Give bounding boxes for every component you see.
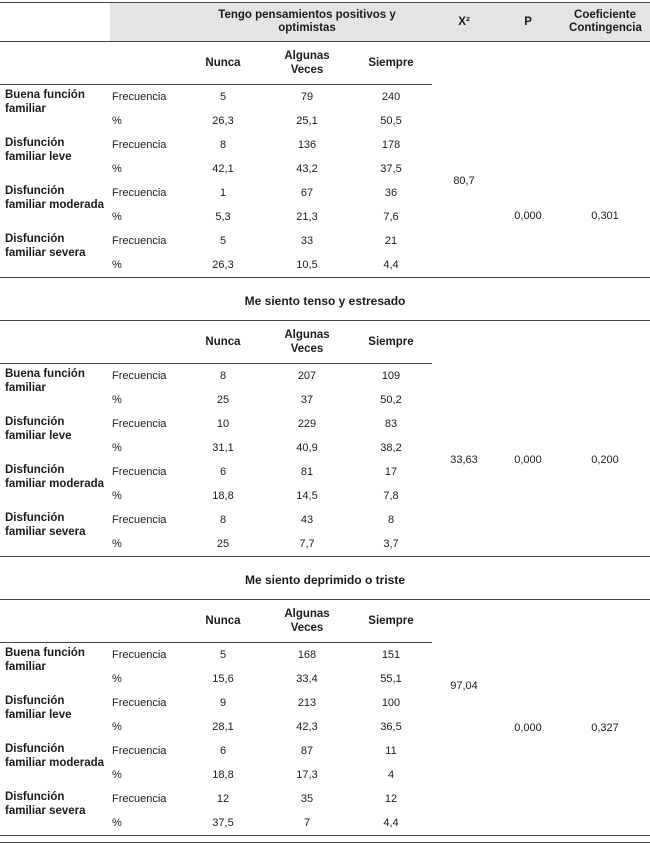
heads-spacer (496, 600, 560, 643)
measure-label: Frecuencia (112, 649, 167, 661)
header-band (0, 3, 650, 42)
row-label: Disfunción familiar moderada (5, 464, 105, 490)
value-cell: 7,7 (299, 538, 315, 550)
measure-label: Frecuencia (112, 466, 167, 478)
value-cell: 67 (300, 187, 314, 199)
table-question (182, 3, 432, 42)
value-cell: 50,5 (380, 115, 402, 127)
row-label: Disfunción familiar moderada (5, 743, 105, 769)
value-cell: 37 (300, 394, 314, 406)
value-cell: 168 (297, 649, 317, 661)
value-cell: 43 (300, 514, 314, 526)
measure-label: Frecuencia (112, 235, 167, 247)
heads-spacer (0, 321, 110, 364)
value-cell: 100 (381, 697, 401, 709)
value-cell: 37,5 (212, 817, 234, 829)
table-question-text: Tengo pensamientos positivos y optimistas (218, 9, 396, 34)
value-cell: 12 (384, 793, 398, 805)
table-question: Me siento deprimido o triste (244, 573, 406, 587)
value-cell: 7,6 (383, 211, 399, 223)
contingency-coefficient-cell (560, 85, 650, 278)
column-head-algunas-veces (264, 321, 350, 364)
heads-spacer (432, 600, 496, 643)
value-cell: 8 (219, 514, 227, 526)
value-cell: 43,2 (296, 163, 318, 175)
value-cell: 28,1 (212, 721, 234, 733)
contingency-coefficient-value: 0,200 (591, 453, 619, 466)
table-question: Me siento tenso y estresado (244, 294, 406, 308)
chi-square-value: 97,04 (450, 679, 478, 692)
row-label: Buena función familiar (5, 368, 85, 394)
heads-spacer (432, 321, 496, 364)
p-value: 0,000 (514, 721, 542, 734)
row-label: Disfunción familiar moderada (5, 185, 105, 211)
value-cell: 33,4 (296, 673, 318, 685)
heads-spacer (496, 42, 560, 85)
contingency-coefficient-value: 0,327 (591, 721, 619, 734)
row-label: Disfunción familiar severa (5, 791, 86, 817)
value-cell: 31,1 (212, 442, 234, 454)
chi-square-header: X² (432, 3, 496, 42)
value-cell: 18,8 (212, 769, 234, 781)
table-row (0, 364, 650, 389)
p-cell (496, 364, 560, 557)
measure-label: % (112, 817, 122, 829)
column-head-nunca: Nunca (182, 42, 264, 85)
contingency-coefficient-header-text: Coeficiente Contingencia (569, 9, 642, 34)
value-cell: 207 (297, 370, 317, 382)
measure-label: % (112, 259, 122, 271)
row-label: Disfunción familiar leve (5, 416, 72, 442)
heads-spacer (0, 600, 110, 643)
measure-label: Frecuencia (112, 418, 167, 430)
measure-label: Frecuencia (112, 514, 167, 526)
column-head-siempre: Siempre (350, 321, 432, 364)
measure-label: Frecuencia (112, 139, 167, 151)
heads-spacer (110, 600, 182, 643)
value-cell: 14,5 (296, 490, 318, 502)
value-cell: 8 (387, 514, 395, 526)
column-heads-row (0, 321, 650, 364)
value-cell: 15,6 (212, 673, 234, 685)
chi-square-cell (432, 364, 496, 557)
measure-label: % (112, 673, 122, 685)
value-cell: 37,5 (380, 163, 402, 175)
heads-spacer (496, 321, 560, 364)
value-cell: 4,4 (383, 817, 399, 829)
p-value: 0,000 (514, 453, 542, 466)
heads-spacer (560, 600, 650, 643)
value-cell: 10 (216, 418, 230, 430)
column-head-algunas-veces (264, 600, 350, 643)
column-head-algunas-veces-text: Algunas Veces (284, 608, 330, 634)
band-spacer (0, 3, 110, 42)
value-cell: 4 (387, 769, 395, 781)
value-cell: 5 (219, 649, 227, 661)
measure-label: % (112, 442, 122, 454)
chi-square-cell (432, 85, 496, 278)
column-heads-row (0, 42, 650, 85)
p-value: 0,000 (514, 209, 542, 222)
value-cell: 11 (385, 745, 397, 757)
heads-spacer (110, 42, 182, 85)
value-cell: 21 (384, 235, 398, 247)
value-cell: 7,8 (383, 490, 399, 502)
measure-label: % (112, 721, 122, 733)
value-cell: 42,1 (212, 163, 234, 175)
p-header: P (496, 3, 560, 42)
value-cell: 109 (381, 370, 401, 382)
value-cell: 21,3 (296, 211, 318, 223)
value-cell: 81 (300, 466, 314, 478)
measure-label: Frecuencia (112, 697, 167, 709)
value-cell: 213 (297, 697, 317, 709)
row-label: Disfunción familiar severa (5, 512, 86, 538)
chi-square-value: 80,7 (453, 174, 475, 187)
measure-label: Frecuencia (112, 793, 167, 805)
value-cell: 33 (300, 235, 314, 247)
column-head-siempre: Siempre (350, 42, 432, 85)
measure-label: % (112, 490, 122, 502)
heads-spacer (560, 321, 650, 364)
column-head-nunca: Nunca (182, 600, 264, 643)
value-cell: 25,1 (296, 115, 318, 127)
value-cell: 10,5 (296, 259, 318, 271)
value-cell: 38,2 (380, 442, 402, 454)
measure-label: % (112, 115, 122, 127)
column-head-algunas-veces (264, 42, 350, 85)
value-cell: 3,7 (383, 538, 399, 550)
value-cell: 6 (219, 466, 227, 478)
contingency-coefficient-cell (560, 643, 650, 836)
value-cell: 36,5 (380, 721, 402, 733)
table-row (0, 643, 650, 668)
value-cell: 42,3 (296, 721, 318, 733)
measure-label: Frecuencia (112, 745, 167, 757)
heads-spacer (110, 321, 182, 364)
heads-spacer (560, 42, 650, 85)
value-cell: 240 (381, 91, 401, 103)
measure-label: % (112, 769, 122, 781)
value-cell: 36 (384, 187, 398, 199)
p-cell (496, 85, 560, 278)
value-cell: 8 (219, 139, 227, 151)
contingency-coefficient-header (560, 3, 650, 42)
value-cell: 151 (381, 649, 401, 661)
value-cell: 50,2 (380, 394, 402, 406)
row-label: Disfunción familiar leve (5, 695, 72, 721)
value-cell: 9 (219, 697, 227, 709)
value-cell: 5 (219, 235, 227, 247)
table-depressed-sad (0, 599, 650, 836)
value-cell: 5 (219, 91, 227, 103)
heads-spacer (432, 42, 496, 85)
value-cell: 79 (300, 91, 314, 103)
value-cell: 17,3 (296, 769, 318, 781)
measure-label: % (112, 211, 122, 223)
value-cell: 35 (300, 793, 314, 805)
row-label: Disfunción familiar leve (5, 137, 72, 163)
value-cell: 83 (384, 418, 398, 430)
value-cell: 17 (384, 466, 398, 478)
measure-label: % (112, 538, 122, 550)
table-row (0, 85, 650, 110)
value-cell: 87 (300, 745, 314, 757)
value-cell: 5,3 (215, 211, 231, 223)
table-tense-stressed (0, 320, 650, 557)
value-cell: 178 (381, 139, 401, 151)
value-cell: 229 (297, 418, 317, 430)
column-head-algunas-veces-text: Algunas Veces (284, 329, 330, 355)
band-spacer (110, 3, 182, 42)
row-label: Buena función familiar (5, 647, 85, 673)
row-label: Buena función familiar (5, 89, 85, 115)
table-positive-thoughts (0, 2, 650, 278)
measure-label: Frecuencia (112, 91, 167, 103)
column-head-nunca: Nunca (182, 321, 264, 364)
heads-spacer (0, 42, 110, 85)
value-cell: 55,1 (380, 673, 402, 685)
value-cell: 12 (216, 793, 230, 805)
value-cell: 8 (219, 370, 227, 382)
measure-label: Frecuencia (112, 370, 167, 382)
contingency-coefficient-value: 0,301 (591, 209, 619, 222)
column-head-algunas-veces-text: Algunas Veces (284, 50, 330, 76)
value-cell: 6 (219, 745, 227, 757)
row-label: Disfunción familiar severa (5, 233, 86, 259)
chi-square-cell (432, 643, 496, 836)
value-cell: 26,3 (212, 259, 234, 271)
value-cell: 40,9 (296, 442, 318, 454)
column-heads-row (0, 600, 650, 643)
chi-square-value: 33,63 (450, 453, 478, 466)
value-cell: 26,3 (212, 115, 234, 127)
measure-label: Frecuencia (112, 187, 167, 199)
measure-label: % (112, 163, 122, 175)
value-cell: 25 (216, 538, 230, 550)
value-cell: 25 (216, 394, 230, 406)
value-cell: 4,4 (383, 259, 399, 271)
contingency-coefficient-cell (560, 364, 650, 557)
p-cell (496, 643, 560, 836)
column-head-siempre: Siempre (350, 600, 432, 643)
value-cell: 136 (297, 139, 317, 151)
measure-label: % (112, 394, 122, 406)
value-cell: 1 (219, 187, 227, 199)
value-cell: 7 (303, 817, 311, 829)
value-cell: 18,8 (212, 490, 234, 502)
